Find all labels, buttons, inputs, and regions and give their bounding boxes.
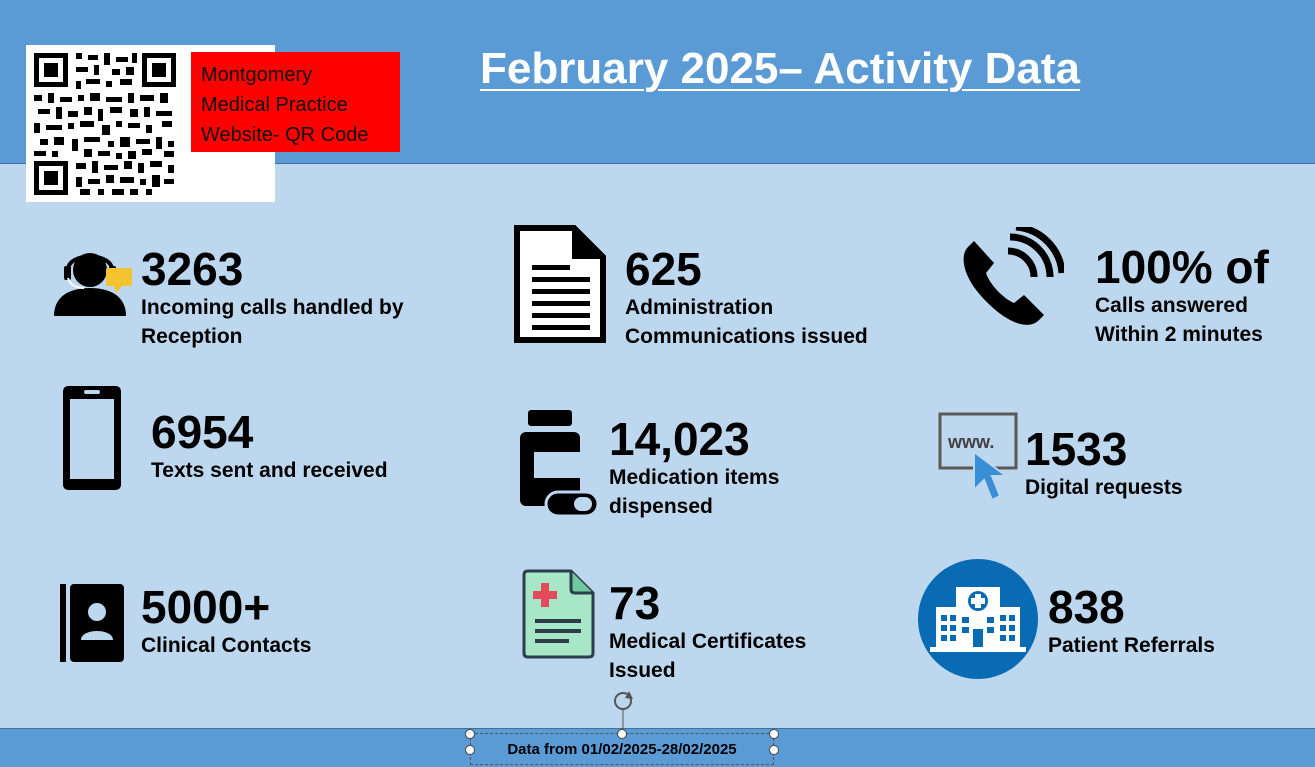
resize-handle-top-center[interactable]	[617, 729, 627, 739]
resize-handle-mid-right[interactable]	[769, 745, 779, 755]
stat-contacts-value: 5000+	[141, 581, 271, 633]
page-title: February 2025– Activity Data	[480, 44, 1080, 93]
stat-admin-label-line-2: Communications issued	[625, 325, 868, 348]
contact-book-icon	[60, 584, 124, 662]
stat-certificates-label-line-2: Issued	[609, 659, 676, 682]
stat-answered-label-line-1: Calls answered	[1095, 294, 1248, 317]
receptionist-headset-icon	[52, 246, 136, 318]
rotate-handle-icon[interactable]	[610, 689, 636, 733]
stat-medication	[609, 415, 779, 521]
stat-digital-label-line-1: Digital requests	[1025, 476, 1183, 499]
phone-icon	[958, 227, 1064, 331]
stat-contacts-label-line-1: Clinical Contacts	[141, 634, 312, 657]
stat-certificates-label-line-1: Medical Certificates	[609, 630, 807, 653]
stat-calls-answered	[1095, 243, 1269, 349]
stat-admin-label-line-1: Administration	[625, 296, 774, 319]
stat-clinical-contacts	[141, 583, 311, 660]
qr-code-label	[191, 52, 400, 152]
qr-label-line-1: Montgomery	[201, 64, 313, 86]
stat-calls-value: 3263	[141, 243, 244, 295]
medication-bottle-icon	[518, 408, 600, 520]
stat-referrals-label-line-1: Patient Referrals	[1048, 634, 1215, 657]
stat-texts-value: 6954	[151, 406, 254, 458]
stat-admin-value: 625	[625, 243, 702, 295]
qr-label-line-2: Medical Practice	[201, 94, 348, 116]
mobile-phone-icon	[62, 385, 122, 491]
stat-medication-value: 14,023	[609, 413, 750, 465]
stat-digital-value: 1533	[1025, 423, 1128, 475]
qr-code-icon	[32, 51, 178, 197]
stat-medical-certificates	[609, 579, 806, 685]
document-icon	[514, 225, 606, 343]
stat-digital-requests	[1025, 425, 1183, 502]
stat-medication-label-line-1: Medication items	[609, 466, 780, 489]
stat-answered-value: 100% of	[1095, 241, 1269, 293]
stat-texts	[151, 408, 388, 485]
resize-handle-top-left[interactable]	[465, 729, 475, 739]
qr-label-line-3: Website- QR Code	[201, 124, 369, 146]
stat-calls-label-line-1: Incoming calls handled by	[141, 296, 404, 319]
stat-texts-label-line-1: Texts sent and received	[151, 459, 388, 482]
stat-incoming-calls	[141, 245, 404, 351]
website-icon-text: www.	[948, 432, 995, 452]
stat-medication-label-line-2: dispensed	[609, 495, 713, 518]
stat-referrals-value: 838	[1048, 581, 1125, 633]
stat-administration	[625, 245, 868, 351]
stat-patient-referrals	[1048, 583, 1215, 660]
hospital-icon	[918, 559, 1038, 679]
medical-certificate-icon	[521, 569, 595, 659]
stat-certificates-value: 73	[609, 577, 661, 629]
website-cursor-icon	[938, 412, 1018, 508]
stat-answered-label-line-2: Within 2 minutes	[1095, 323, 1263, 346]
resize-handle-mid-left[interactable]	[465, 745, 475, 755]
resize-handle-top-right[interactable]	[769, 729, 779, 739]
stat-calls-label-line-2: Reception	[141, 325, 243, 348]
date-range-caption[interactable]: Data from 01/02/2025-28/02/2025	[470, 733, 774, 765]
